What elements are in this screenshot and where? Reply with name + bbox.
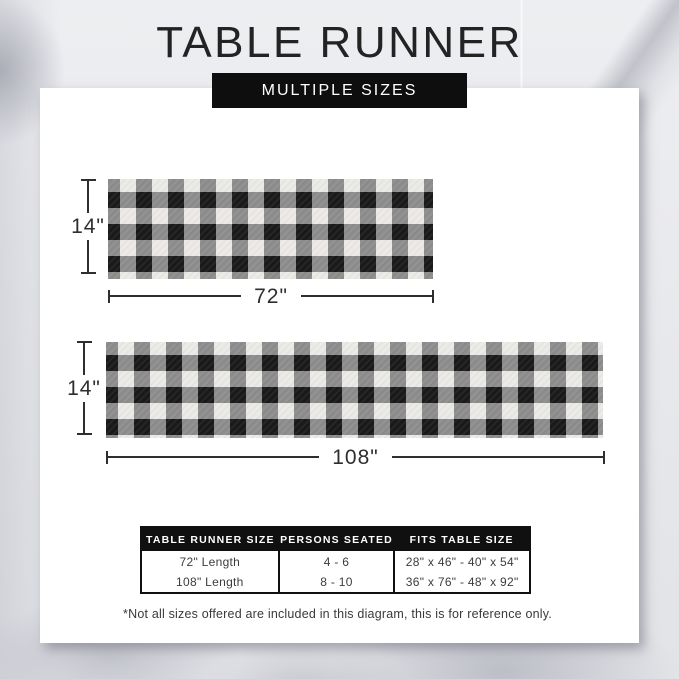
footnote: *Not all sizes offered are included in this diagram, this is for reference only. bbox=[123, 607, 552, 621]
runner-72-width-dimension bbox=[108, 285, 434, 307]
size-table-header-persons-seated: PERSONS SEATED bbox=[279, 527, 395, 551]
dimension-line bbox=[392, 456, 603, 458]
size-table-cell: 4 - 6 bbox=[279, 551, 395, 572]
page-title: TABLE RUNNER bbox=[156, 18, 523, 67]
dimension-endcap bbox=[81, 272, 96, 274]
dimension-endcap bbox=[77, 433, 92, 435]
dimension-line bbox=[301, 295, 432, 297]
size-table-header-row bbox=[141, 527, 530, 551]
dimension-line bbox=[83, 402, 85, 434]
runner-108-width-label: 108" bbox=[332, 445, 379, 469]
dimension-line bbox=[108, 456, 319, 458]
runner-72-swatch bbox=[108, 179, 433, 279]
size-table-header-runner-size: TABLE RUNNER SIZE bbox=[141, 527, 279, 551]
size-table-cell: 72" Length bbox=[141, 551, 279, 572]
dimension-line bbox=[87, 181, 89, 213]
runner-108-height-dimension bbox=[64, 341, 104, 435]
size-table-cell: 8 - 10 bbox=[279, 572, 395, 593]
sizes-badge-label: MULTIPLE SIZES bbox=[261, 81, 418, 99]
runner-72-width-label: 72" bbox=[254, 284, 288, 308]
dimension-endcap bbox=[432, 290, 434, 303]
runner-108-width-dimension bbox=[106, 446, 605, 468]
size-table-cell: 108" Length bbox=[141, 572, 279, 593]
size-table-header-fits-table-size: FITS TABLE SIZE bbox=[394, 527, 530, 551]
runner-108-height-label: 14" bbox=[67, 376, 101, 400]
dimension-endcap bbox=[603, 451, 605, 464]
sizes-badge bbox=[212, 73, 467, 108]
size-table-cell: 28" x 46" - 40" x 54" bbox=[394, 551, 530, 572]
size-table bbox=[140, 526, 531, 594]
size-table-row-108 bbox=[141, 572, 530, 593]
dimension-line bbox=[110, 295, 241, 297]
runner-72-height-dimension bbox=[68, 179, 108, 274]
dimension-line bbox=[87, 240, 89, 272]
size-table-cell: 36" x 76" - 48" x 92" bbox=[394, 572, 530, 593]
size-table-row-72 bbox=[141, 551, 530, 572]
runner-108-swatch bbox=[106, 342, 603, 438]
dimension-line bbox=[83, 343, 85, 375]
runner-72-height-label: 14" bbox=[71, 215, 105, 238]
